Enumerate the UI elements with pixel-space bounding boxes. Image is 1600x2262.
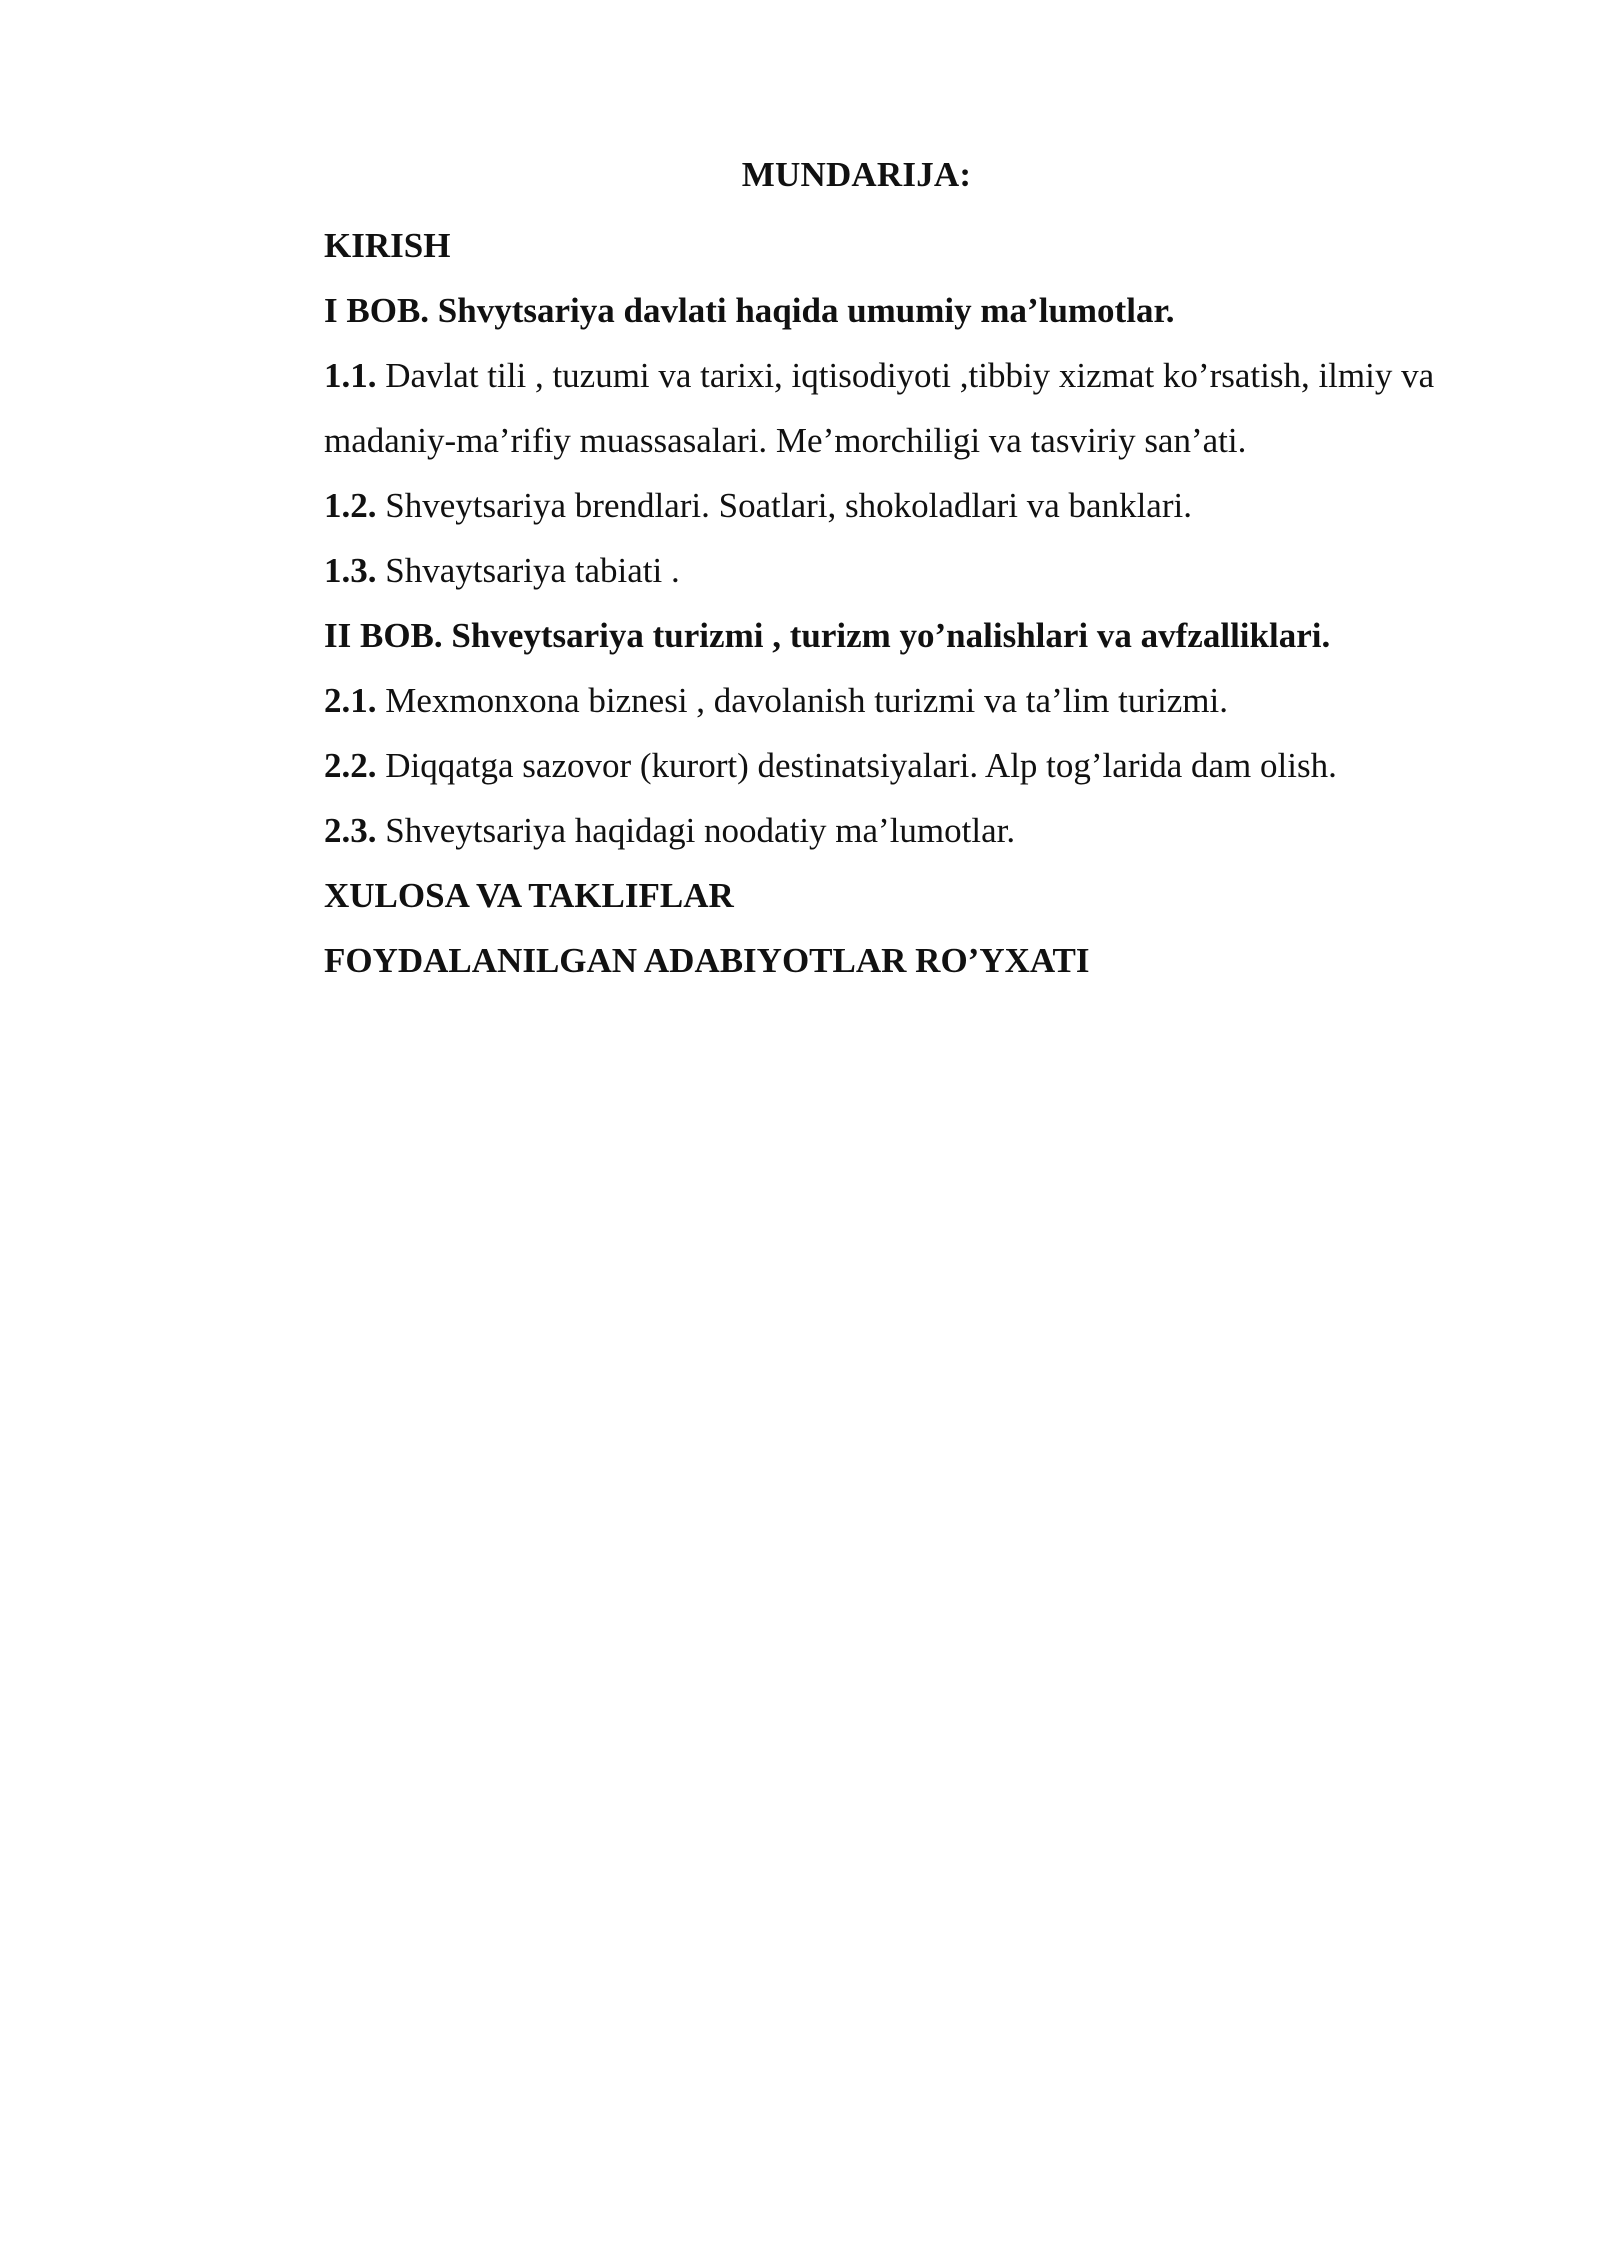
toc-entry-chapter-1	[324, 278, 1494, 343]
toc-entry-references	[324, 928, 1494, 993]
toc-entry-number: 1.3.	[324, 551, 377, 590]
toc-entry-text: I BOB. Shvytsariya davlati haqida umumiy ma’lumotlar.	[324, 291, 1175, 330]
toc-entry-text: XULOSA VA TAKLIFLAR	[324, 876, 734, 915]
toc-entry-section-2-3	[324, 798, 1494, 863]
toc-entry-text: Diqqatga sazovor (kurort) destinatsiyalari. Alp tog’larida dam olish.	[376, 746, 1337, 785]
toc-entry-section-2-1	[324, 668, 1494, 733]
toc-entry-text: Shveytsariya brendlari. Soatlari, shokoladlari va banklari.	[376, 486, 1192, 525]
toc-entry-text: Mexmonxona biznesi , davolanish turizmi va ta’lim turizmi.	[376, 681, 1228, 720]
table-of-contents	[324, 213, 1494, 993]
toc-entry-section-1-2	[324, 473, 1494, 538]
toc-entry-section-2-2	[324, 733, 1494, 798]
toc-entry-chapter-2	[324, 603, 1494, 668]
toc-entry-conclusion	[324, 863, 1494, 928]
toc-entry-text: FOYDALANILGAN ADABIYOTLAR RO’YXATI	[324, 941, 1090, 980]
toc-entry-section-1-1	[324, 343, 1494, 473]
toc-entry-text: II BOB. Shveytsariya turizmi , turizm yo’nalishlari va avfzalliklari.	[324, 616, 1331, 655]
page-title: MUNDARIJA:	[741, 155, 972, 194]
toc-entry-kirish	[324, 213, 1494, 278]
toc-entry-section-1-3	[324, 538, 1494, 603]
toc-entry-text: Shveytsariya haqidagi noodatiy ma’lumotlar.	[376, 811, 1016, 850]
toc-entry-number: 2.1.	[324, 681, 377, 720]
toc-entry-number: 1.1.	[324, 356, 377, 395]
toc-entry-text: Davlat tili , tuzumi va tarixi, iqtisodiyoti ,tibbiy xizmat ko’rsatish, ilmiy va madaniy-ma’rifiy muassasalari. Me’morchiligi va tasviriy san’ati.	[324, 356, 1435, 460]
toc-entry-number: 2.2.	[324, 746, 377, 785]
toc-entry-number: 1.2.	[324, 486, 377, 525]
toc-entry-text: KIRISH	[324, 226, 451, 265]
toc-entry-number: 2.3.	[324, 811, 377, 850]
toc-entry-text: Shvaytsariya tabiati .	[376, 551, 680, 590]
